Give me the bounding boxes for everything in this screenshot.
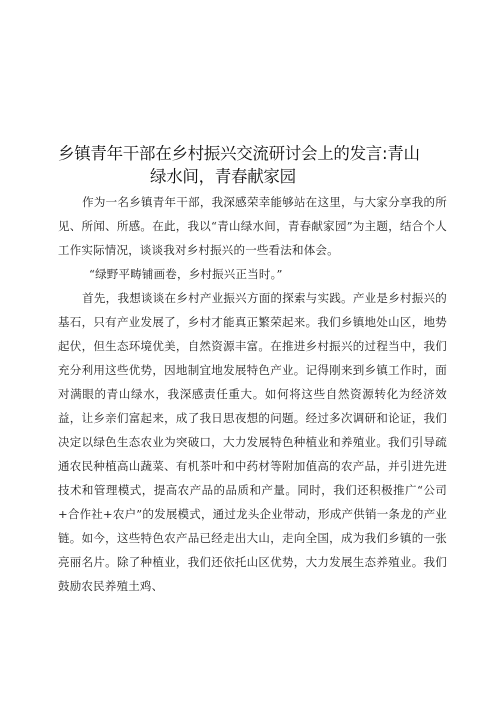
title-line-2: 绿水间，青春献家园 — [150, 167, 296, 186]
title-line-1: 乡镇青年干部在乡村振兴交流研讨会上的发言:青山 — [58, 144, 420, 163]
paragraph-intro: 作为一名乡镇青年干部，我深感荣幸能够站在这里，与大家分享我的所见、所闻、所感。在此，我以“青山绿水间，青春献家园”为主题，结合个人工作实际情况，谈谈我对乡村振兴的一些看法和体会。 — [58, 195, 447, 257]
document-body — [58, 190, 447, 598]
paragraph-quote: “绿野平畴铺画卷，乡村振兴正当时。” — [89, 267, 283, 281]
document-title — [58, 142, 458, 188]
paragraph-industry: 首先，我想谈谈在乡村产业振兴方面的探索与实践。产业是乡村振兴的基石，只有产业发展了，乡村才能真正繁荣起来。我们乡镇地处山区，地势起伏，但生态环境优美，自然资源丰富。在推进乡村振兴的过程当中，我们充分利用这些优势，因地制宜地发展特色产业。记得刚来到乡镇工作时，面对满眼的青山绿水，我深感责任重大。如何将这些自然资源转化为经济效益，让乡亲们富起来，成了我日思夜想的问题。经过多次调研和论证，我们决定以绿色生态农业为突破口，大力发展特色种植业和养殖业。我们引导疏通农民种植高山蔬菜、有机茶叶和中药材等附加值高的农产品，并引进先进技术和管理模式，提高农产品的品质和产量。同时，我们还积极推广“公司+合作社+农户”的发展模式，通过龙头企业带动，形成产供销一条龙的产业链。如今，这些特色农产品已经走出大山，走向全国，成为我们乡镇的一张亮丽名片。除了种植业，我们还依托山区优势，大力发展生态养殖业。我们鼓励农民养殖土鸡、 — [58, 291, 447, 593]
